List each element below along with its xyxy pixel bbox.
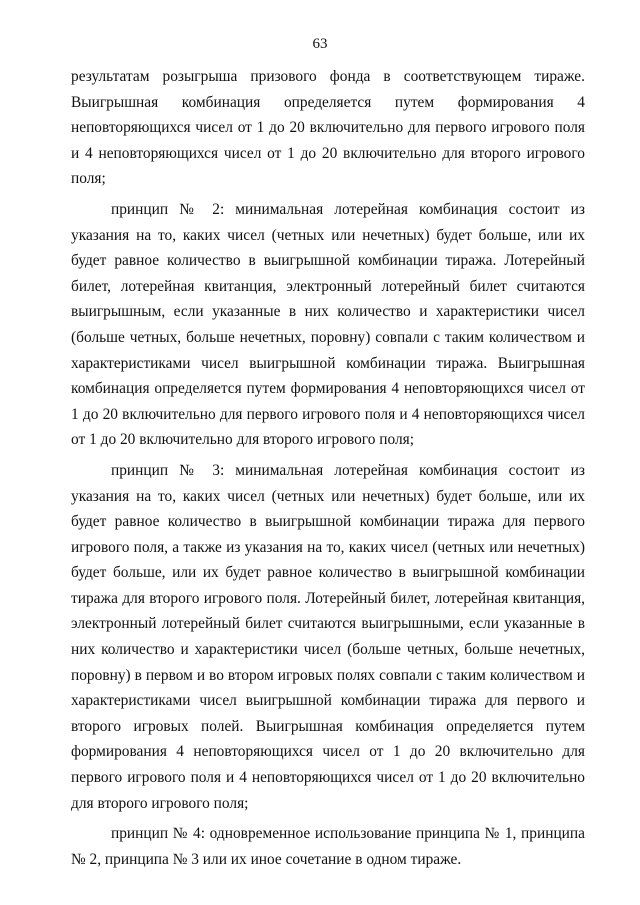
document-body: [71, 64, 585, 872]
paragraph-principle-3: принцип № 3: минимальная лотерейная комбинация состоит из указания на то, каких чисел (четных или нечетных) будет больше, или их будет равное количество в выигрышной комбинации тиража для первого игрового поля, а также из указания на то, каких чисел (четных или нечетных) будет больше, или их будет равное количество в выигрышной комбинации тиража для второго игрового поля. Лотерейный билет, лотерейная квитанция, электронный лотерейный билет считаются выигрышными, если указанные в них количество и характеристики чисел (больше четных, больше нечетных, поровну) в первом и во втором игровых полях совпали с таким количеством и характеристиками чисел выигрышной комбинации тиража для первого и второго игровых полей. Выигрышная комбинация определяется путем формирования 4 неповторяющихся чисел от 1 до 20 включительно для первого игрового поля и 4 неповторяющихся чисел от 1 до 20 включительно для второго игрового поля;: [71, 461, 585, 812]
paragraph-principle-2: принцип № 2: минимальная лотерейная комбинация состоит из указания на то, каких чисел (четных или нечетных) будет больше, или их будет равное количество в выигрышной комбинации тиража. Лотерейный билет, лотерейная квитанция, электронный лотерейный билет считаются выигрышным, если указанные в них количество и характеристики чисел (больше четных, больше нечетных, поровну) совпали с таким количеством и характеристиками чисел выигрышной комбинации тиража. Выигрышная комбинация определяется путем формирования 4 неповторяющихся чисел от 1 до 20 включительно для первого игрового поля и 4 неповторяющихся чисел от 1 до 20 включительно для второго игрового поля;: [71, 200, 585, 449]
paragraph-principle-4: принцип № 4: одновременное использование принципа № 1, принципа № 2, принципа № 3 или их иное сочетание в одном тираже.: [71, 825, 585, 868]
page-number: 63: [312, 36, 328, 52]
paragraph-continuation: результатам розыгрыша призового фонда в соответствующем тираже. Выигрышная комбинация определяется путем формирования 4 неповторяющихся чисел от 1 до 20 включительно для первого игрового поля и 4 неповторяющихся чисел от 1 до 20 включительно для второго игрового поля;: [71, 68, 585, 188]
